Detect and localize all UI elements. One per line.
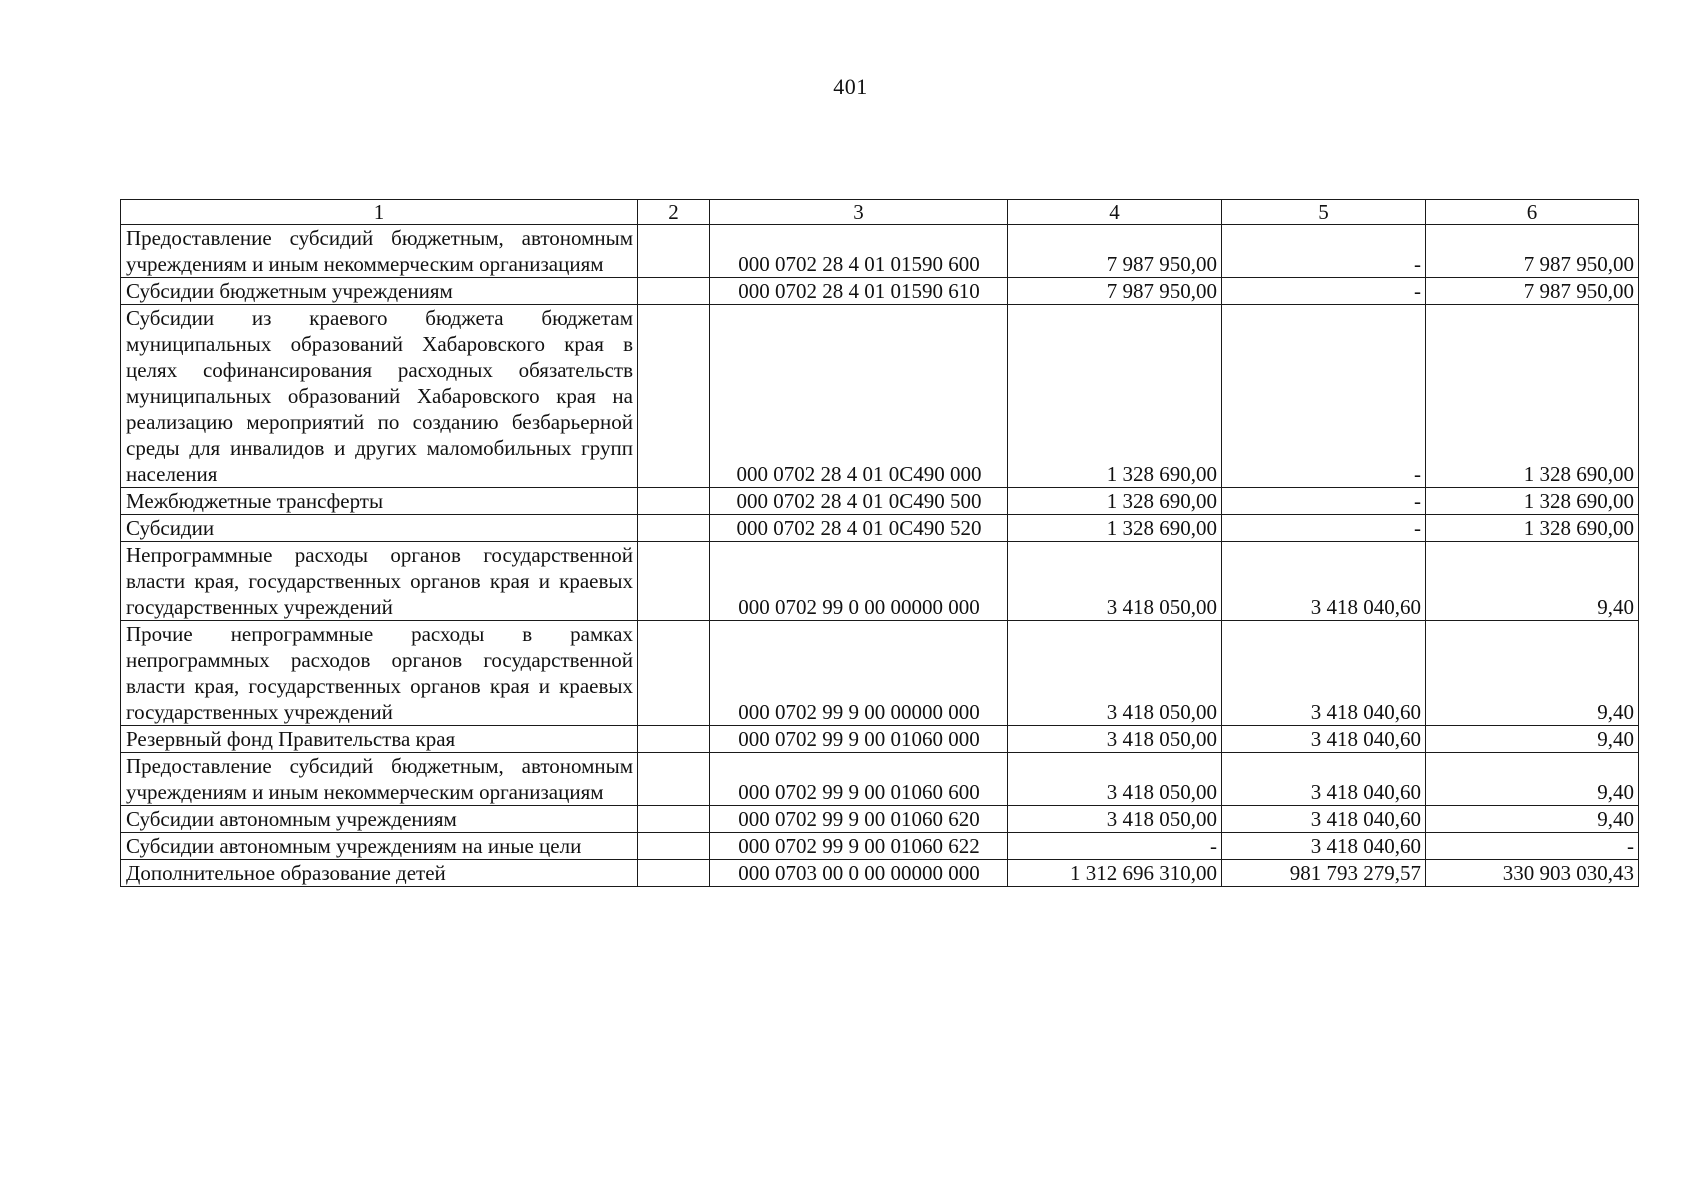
row-col2 [638,278,710,305]
row-code: 000 0702 99 9 00 00000 000 [710,621,1008,726]
row-value-5: 3 418 040,60 [1222,542,1426,621]
row-value-4: 3 418 050,00 [1008,806,1222,833]
row-col2 [638,488,710,515]
row-value-4: 7 987 950,00 [1008,278,1222,305]
row-name: Резервный фонд Правительства края [121,726,638,753]
row-col2 [638,806,710,833]
table-row [121,806,1639,833]
row-code: 000 0702 28 4 01 0C490 520 [710,515,1008,542]
row-col2 [638,515,710,542]
table-header-row [121,200,1639,225]
row-value-6: 1 328 690,00 [1426,305,1639,488]
column-header-2: 2 [638,200,710,225]
row-value-4: 3 418 050,00 [1008,542,1222,621]
row-code: 000 0702 28 4 01 01590 610 [710,278,1008,305]
table-row [121,225,1639,278]
row-value-4: - [1008,833,1222,860]
column-header-6: 6 [1426,200,1639,225]
row-name: Субсидии бюджетным учреждениям [121,278,638,305]
row-value-5: 3 418 040,60 [1222,806,1426,833]
budget-table [120,199,1639,887]
row-col2 [638,305,710,488]
row-value-6: 9,40 [1426,726,1639,753]
row-code: 000 0702 28 4 01 0C490 500 [710,488,1008,515]
row-name: Межбюджетные трансферты [121,488,638,515]
row-value-5: 3 418 040,60 [1222,621,1426,726]
row-code: 000 0702 99 9 00 01060 620 [710,806,1008,833]
row-value-6: 7 987 950,00 [1426,225,1639,278]
row-value-6: 1 328 690,00 [1426,515,1639,542]
row-value-6: 330 903 030,43 [1426,860,1639,887]
row-name: Субсидии из краевого бюджета бюджетам муниципальных образований Хабаровского края в целях софинансирования расходных обязательств муниципальных образований Хабаровского края на реализацию мероприятий по созданию безбарьерной среды для инвалидов и других маломобильных групп населения [121,305,638,488]
row-code: 000 0702 99 0 00 00000 000 [710,542,1008,621]
row-col2 [638,542,710,621]
table-row [121,488,1639,515]
row-value-4: 3 418 050,00 [1008,621,1222,726]
row-code: 000 0702 28 4 01 01590 600 [710,225,1008,278]
row-code: 000 0702 99 9 00 01060 600 [710,753,1008,806]
row-name: Непрограммные расходы органов государственной власти края, государственных органов края и краевых государственных учреждений [121,542,638,621]
row-value-6: 7 987 950,00 [1426,278,1639,305]
row-name: Предоставление субсидий бюджетным, автономным учреждениям и иным некоммерческим организациям [121,753,638,806]
row-name: Прочие непрограммные расходы в рамках непрограммных расходов органов государственной власти края, государственных органов края и краевых государственных учреждений [121,621,638,726]
row-name: Субсидии автономным учреждениям [121,806,638,833]
table-row [121,542,1639,621]
row-value-6: 9,40 [1426,542,1639,621]
row-name: Предоставление субсидий бюджетным, автономным учреждениям и иным некоммерческим организациям [121,225,638,278]
row-value-6: - [1426,833,1639,860]
column-header-3: 3 [710,200,1008,225]
row-value-6: 9,40 [1426,753,1639,806]
row-value-6: 9,40 [1426,806,1639,833]
row-code: 000 0703 00 0 00 00000 000 [710,860,1008,887]
table-row [121,305,1639,488]
row-value-5: 981 793 279,57 [1222,860,1426,887]
row-value-4: 3 418 050,00 [1008,753,1222,806]
column-header-5: 5 [1222,200,1426,225]
row-col2 [638,726,710,753]
row-col2 [638,225,710,278]
row-name: Субсидии автономным учреждениям на иные цели [121,833,638,860]
row-value-4: 1 312 696 310,00 [1008,860,1222,887]
row-value-5: - [1222,488,1426,515]
row-col2 [638,621,710,726]
row-code: 000 0702 28 4 01 0C490 000 [710,305,1008,488]
table-row [121,726,1639,753]
row-value-5: - [1222,305,1426,488]
table-row [121,278,1639,305]
row-name: Дополнительное образование детей [121,860,638,887]
row-col2 [638,833,710,860]
row-value-4: 3 418 050,00 [1008,726,1222,753]
row-value-4: 1 328 690,00 [1008,305,1222,488]
row-value-6: 1 328 690,00 [1426,488,1639,515]
row-value-5: - [1222,278,1426,305]
row-value-4: 7 987 950,00 [1008,225,1222,278]
row-value-5: 3 418 040,60 [1222,753,1426,806]
column-header-1: 1 [121,200,638,225]
row-col2 [638,860,710,887]
row-value-6: 9,40 [1426,621,1639,726]
table-row [121,753,1639,806]
row-col2 [638,753,710,806]
page-number: 401 [833,74,868,99]
row-value-4: 1 328 690,00 [1008,515,1222,542]
row-code: 000 0702 99 9 00 01060 000 [710,726,1008,753]
row-value-5: 3 418 040,60 [1222,726,1426,753]
column-header-4: 4 [1008,200,1222,225]
row-value-5: 3 418 040,60 [1222,833,1426,860]
table-row [121,860,1639,887]
row-value-5: - [1222,515,1426,542]
row-code: 000 0702 99 9 00 01060 622 [710,833,1008,860]
row-value-5: - [1222,225,1426,278]
row-value-4: 1 328 690,00 [1008,488,1222,515]
row-name: Субсидии [121,515,638,542]
table-row [121,833,1639,860]
table-row [121,515,1639,542]
table-row [121,621,1639,726]
